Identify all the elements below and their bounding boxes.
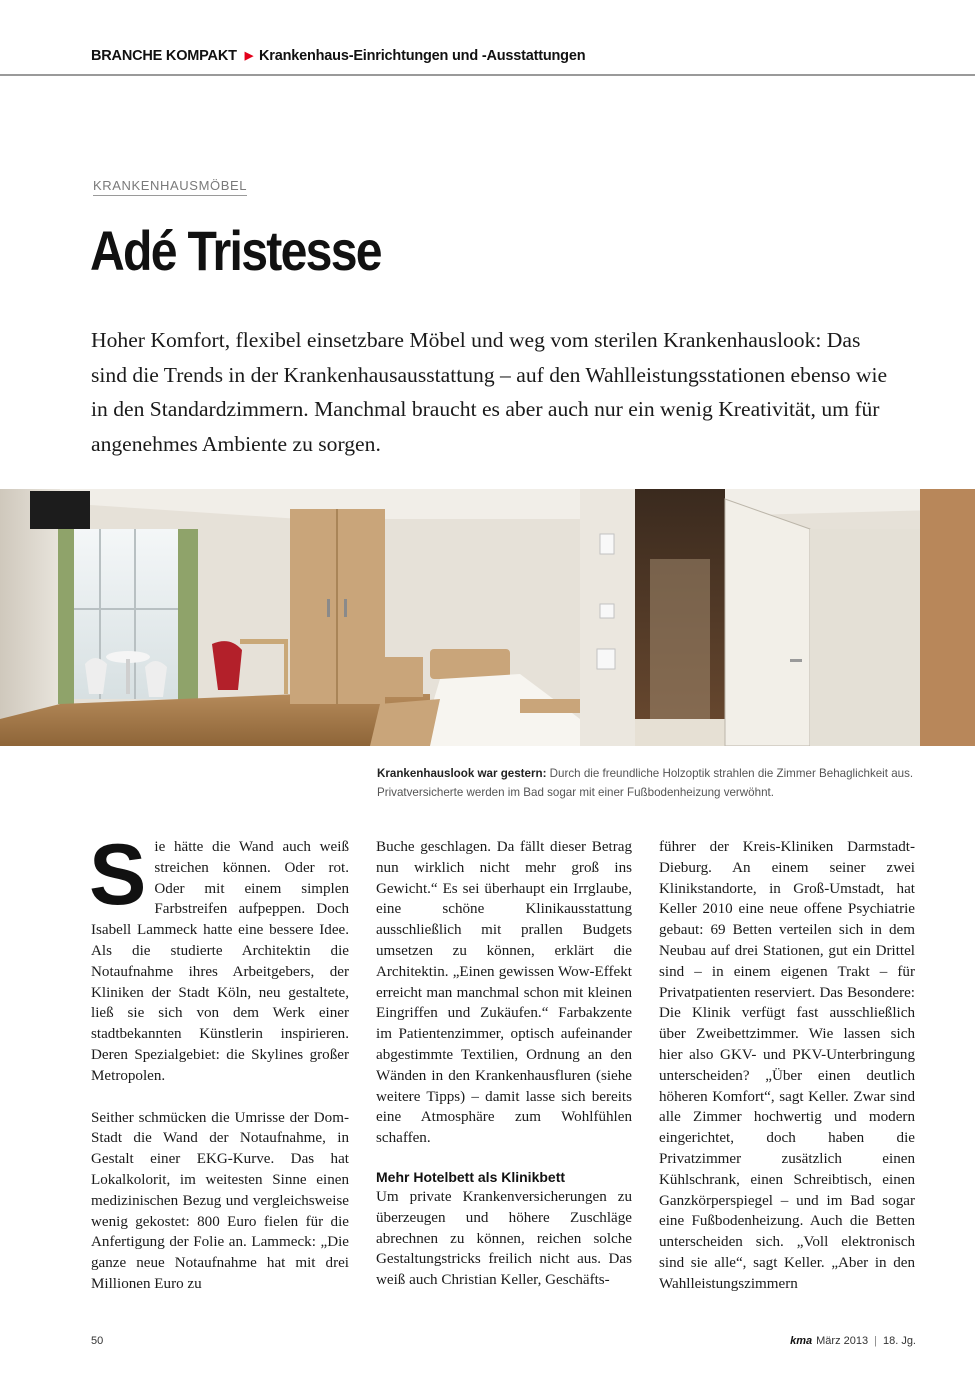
header-rule	[0, 74, 975, 76]
text-column-3	[659, 837, 915, 1295]
volume: 18. Jg.	[882, 1335, 916, 1347]
triangle-right-icon: ▶	[244, 50, 254, 62]
subheading: Mehr Hotelbett als Klinikbett	[376, 1168, 566, 1185]
paragraph: führer der Kreis-Kliniken Darmstadt-Dieburg. An einem seiner zwei Klinikstandorte, in Groß-Umstadt, hat Keller 2010 eine neue offene Psychiatrie gebaut: 69 Betten verteilen sich in dem Neubau auf drei Stationen, gut ein Drittel sind – in einem eigenen Trakt – für Privatpatienten reserviert. Das Besondere: Die Klinik verfügt fast ausschließlich über Zweibettzimmer. Wie lassen sich hier also GKV- und PKV-Unterbringung unterscheiden? „Über einen deutlich höheren Komfort“, sagt Keller. Zwar sind alle Zimmer hochwertig und modern eingerichtet, doch haben die Privatzimmer zusätzlich einen Kühlschrank, einen Schreibtisch, einen Ganzkörperspiegel – und im Bad sogar eine Fußbodenheizung. Auch die Betten unterscheiden sich. „Voll elektronisch sind sie alle“, sagt Keller. „Aber in den Wahlleistungszimmern	[659, 839, 915, 1292]
hospital-room-panorama-image	[0, 489, 975, 746]
paragraph-text: ie hätte die Wand auch weiß streichen können. Oder rot. Oder mit einem simplen Farbstreifen aufpeppen. Doch Isabell Lammeck hatte eine bessere Idee. Als die studierte Architektin die Notaufnahme ihres Arbeitgebers, der Kliniken der Stadt Köln, neu gestaltete, ließ sie sich von dem Werk einer stadtbekannten Künstlerin inspirieren. Deren Spezialgebiet: die Skylines großer Metropolen.	[91, 839, 349, 1084]
page-number: 50	[91, 1335, 104, 1347]
article-title: Adé Tristesse	[90, 219, 381, 282]
article-kicker: KRANKENHAUSMÖBEL	[93, 178, 247, 196]
paragraph	[89, 827, 349, 1087]
paragraph: Um private Krankenversicherungen zu überzeugen und höhere Zuschläge abrechnen zu können, reichen solche Gestaltungstricks freilich nicht aus. Das weiß auch Christian Keller, Geschäfts-	[376, 1188, 632, 1289]
text-column-1	[89, 827, 349, 1295]
drop-cap: S	[89, 827, 147, 923]
paragraph: Buche geschlagen. Da fällt dieser Betrag nun wirklich nicht mehr groß ins Gewicht.“ Es sei überhaupt ein Irrglaube, eine schöne Klinikausstattung ausschließlich mit prallen Budgets umsetzen zu können, erklärt die Architektin. „Einen gewissen Wow-Effekt erreicht man manchmal schon mit kleinen Eingriffen und Zukäufen.“ Farbakzente im Patientenzimmer, optisch aufeinander abgestimmte Textilien, Ordnung an den Wänden in den Krankenhausfluren (siehe weitere Tipps) – damit lasse sich bereits eine Atmosphäre zum Wohlfühlen schaffen.	[376, 839, 632, 1147]
section-header	[91, 48, 585, 64]
caption-text: Durch die freundliche Holzoptik strahlen die Zimmer Behaglichkeit aus. Privatversicherte werden im Bad sogar mit einer Fußbodenheizung verwöhnt.	[377, 767, 914, 799]
photo-caption	[377, 764, 917, 802]
footer-issue	[790, 1335, 916, 1347]
issue-date: März 2013	[816, 1335, 869, 1347]
hospital-room-photo	[0, 489, 975, 746]
text-column-2	[376, 837, 632, 1291]
article-lead: Hoher Komfort, flexibel einsetzbare Möbel und weg vom sterilen Krankenhauslook: Das sind die Trends in der Krankenhausausstattung – auf den Wahlleistungsstationen ebenso wie in den Standardzimmern. Manchmal braucht es aber auch nur ein wenig Kreativität, um für angenehmes Ambiente zu sorgen.	[91, 328, 888, 456]
section-topic: Krankenhaus-Einrichtungen und -Ausstattungen	[259, 48, 586, 64]
paragraph: Seither schmücken die Umrisse der Dom-Stadt die Wand der Notaufnahme, in Gestalt einer EKG-Kurve. Das hat Lokalkolorit, im weitesten Sinne einen medizinischen Bezug und vergleichsweise wenig gekostet: 800 Euro fielen für die Anfertigung der Folie an. Lammeck: „Die ganze neue Notaufnahme hat mit drei Millionen Euro zu	[91, 1109, 349, 1292]
magazine-logo: kma	[790, 1335, 813, 1347]
caption-lead: Krankenhauslook war gestern:	[377, 767, 547, 780]
section-label: BRANCHE KOMPAKT	[91, 48, 237, 64]
footer-separator: |	[874, 1335, 877, 1347]
